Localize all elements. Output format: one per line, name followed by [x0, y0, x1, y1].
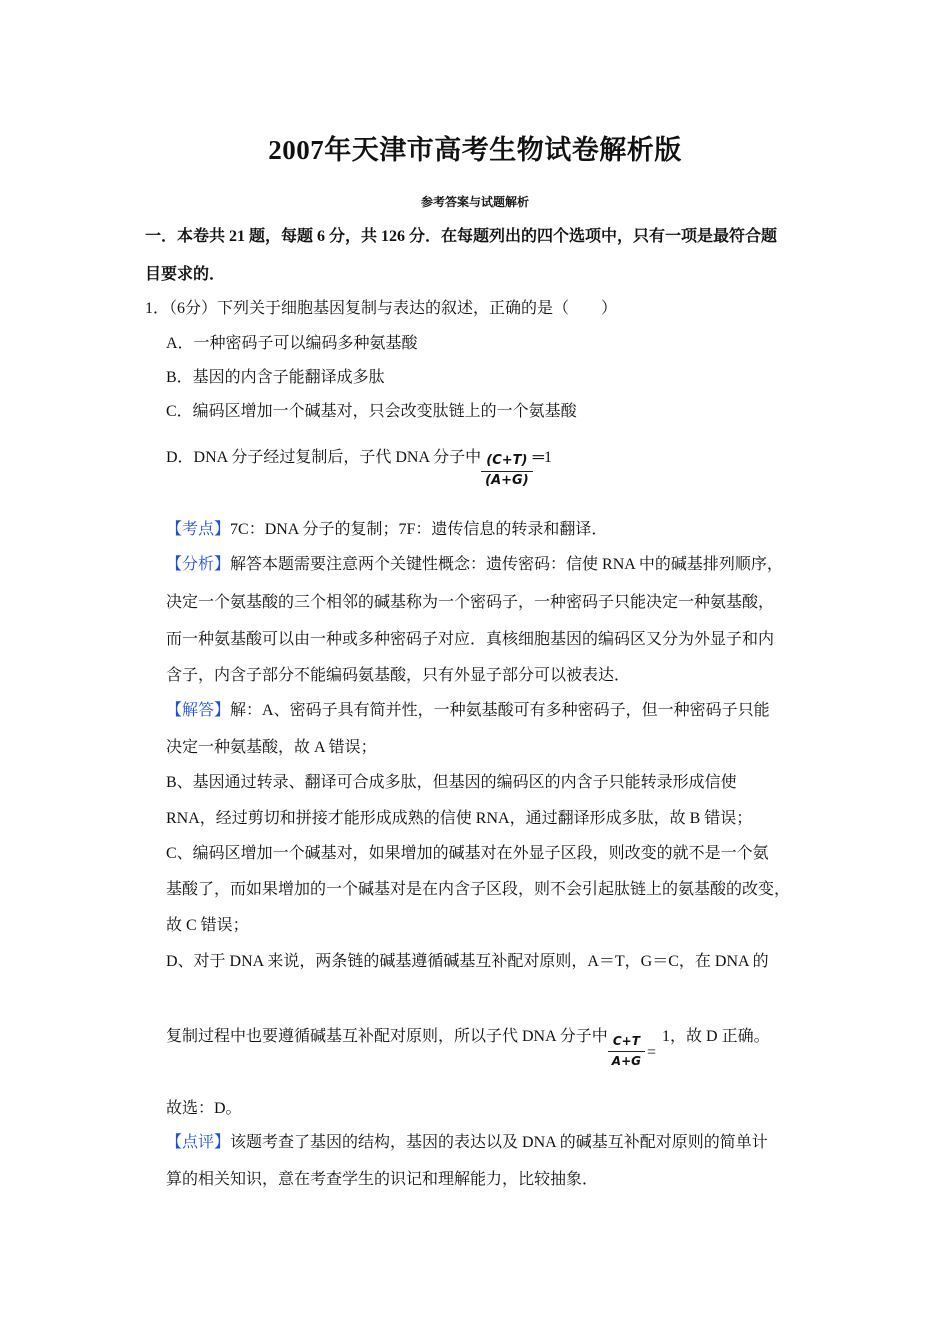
page-title: 2007年天津市高考生物试卷解析版	[268, 135, 682, 165]
kaodian-line	[166, 516, 607, 539]
fraction-numerator: (C+T)	[486, 453, 528, 468]
section-heading-line2: 目要求的．	[145, 266, 226, 283]
option-a: A．一种密码子可以编码多种氨基酸	[166, 335, 418, 352]
question-stem: 1．（6分）下列关于细胞基因复制与表达的叙述，正确的是（ ）	[145, 300, 618, 317]
section-heading-line1: 一．本卷共 21 题，每题 6 分，共 126 分．在每题列出的四个选项中，只有一项是最符合题	[145, 228, 778, 245]
fenxi-line1	[166, 551, 783, 574]
dianping-line1	[166, 1129, 768, 1152]
jieda-tag: 【解答】	[166, 702, 231, 719]
fraction-numerator: C+T	[612, 1034, 640, 1048]
dianping-tag: 【点评】	[166, 1134, 231, 1151]
page-subtitle: 参考答案与试题解析	[420, 195, 529, 209]
fenxi-text1: 解答本题需要注意两个关键性概念：遗传密码：信使 RNA 中的碱基排列顺序，	[230, 556, 783, 573]
option-d-suffix: ═1	[532, 449, 552, 466]
jieda-line5: C、编码区增加一个碱基对，如果增加的碱基对在外显子区段，则改变的就不是一个氨	[166, 845, 769, 862]
option-b: B．基因的内含子能翻译成多肽	[166, 369, 385, 386]
jieda-line7: 故 C 错误；	[166, 917, 249, 934]
dianping-text1: 该题考查了基因的结构，基因的表达以及 DNA 的碱基互补配对原则的简单计	[230, 1134, 768, 1151]
fenxi-line2: 决定一个氨基酸的三个相邻的碱基称为一个密码子，一种密码子只能决定一种氨基酸，	[166, 594, 775, 611]
fenxi-line4: 含子，内含子部分不能编码氨基酸，只有外显子部分可以被表达．	[166, 667, 631, 684]
jieda-line2: 决定一种氨基酸，故 A 错误；	[166, 739, 377, 756]
jieda-line1	[166, 697, 770, 720]
jieda-line9-suffix: 1，故 D 正确。	[662, 1028, 770, 1045]
fraction-denominator: (A+G)	[485, 473, 529, 488]
kaodian-tag: 【考点】	[166, 521, 231, 538]
option-d-text: D．DNA 分子经过复制后，子代 DNA 分子中	[166, 449, 482, 466]
kaodian-text: 7C：DNA 分子的复制；7F：遗传信息的转录和翻译．	[230, 521, 608, 538]
jieda-line9-equals: =	[647, 1044, 657, 1061]
option-d-fraction	[481, 452, 533, 490]
jieda-line8: D、对于 DNA 来说，两条链的碱基遵循碱基互补配对原则，A＝T，G＝C，在 DNA 的	[166, 953, 769, 970]
jieda-line9	[166, 1023, 770, 1070]
option-d	[166, 444, 552, 490]
fenxi-line3: 而一种氨基酸可以由一种或多种密码子对应．真核细胞基因的编码区又分为外显子和内	[166, 631, 775, 648]
jieda-line3: B、基因通过转录、翻译可合成多肽，但基因的编码区的内含子只能转录形成信使	[166, 774, 737, 791]
jieda-text1: 解：A、密码子具有简并性，一种氨基酸可有多种密码子，但一种密码子只能	[230, 702, 770, 719]
jieda-answer: 故选：D。	[166, 1100, 242, 1117]
jieda-line6: 基酸了，而如果增加的一个碱基对是在内含子区段，则不会引起肽链上的氨基酸的改变，	[166, 881, 791, 898]
fraction-denominator: A+G	[611, 1054, 641, 1068]
fenxi-tag: 【分析】	[166, 556, 231, 573]
jieda-line9-fraction	[608, 1032, 645, 1070]
jieda-line9-text: 复制过程中也要遵循碱基互补配对原则，所以子代 DNA 分子中	[166, 1028, 608, 1045]
jieda-line4: RNA，经过剪切和拼接才能形成成熟的信使 RNA，通过翻译形成多肽，故 B 错误；	[166, 810, 753, 827]
option-c: C．编码区增加一个碱基对，只会改变肽链上的一个氨基酸	[166, 403, 577, 420]
dianping-line2: 算的相关知识，意在考查学生的识记和理解能力，比较抽象．	[166, 1171, 599, 1188]
